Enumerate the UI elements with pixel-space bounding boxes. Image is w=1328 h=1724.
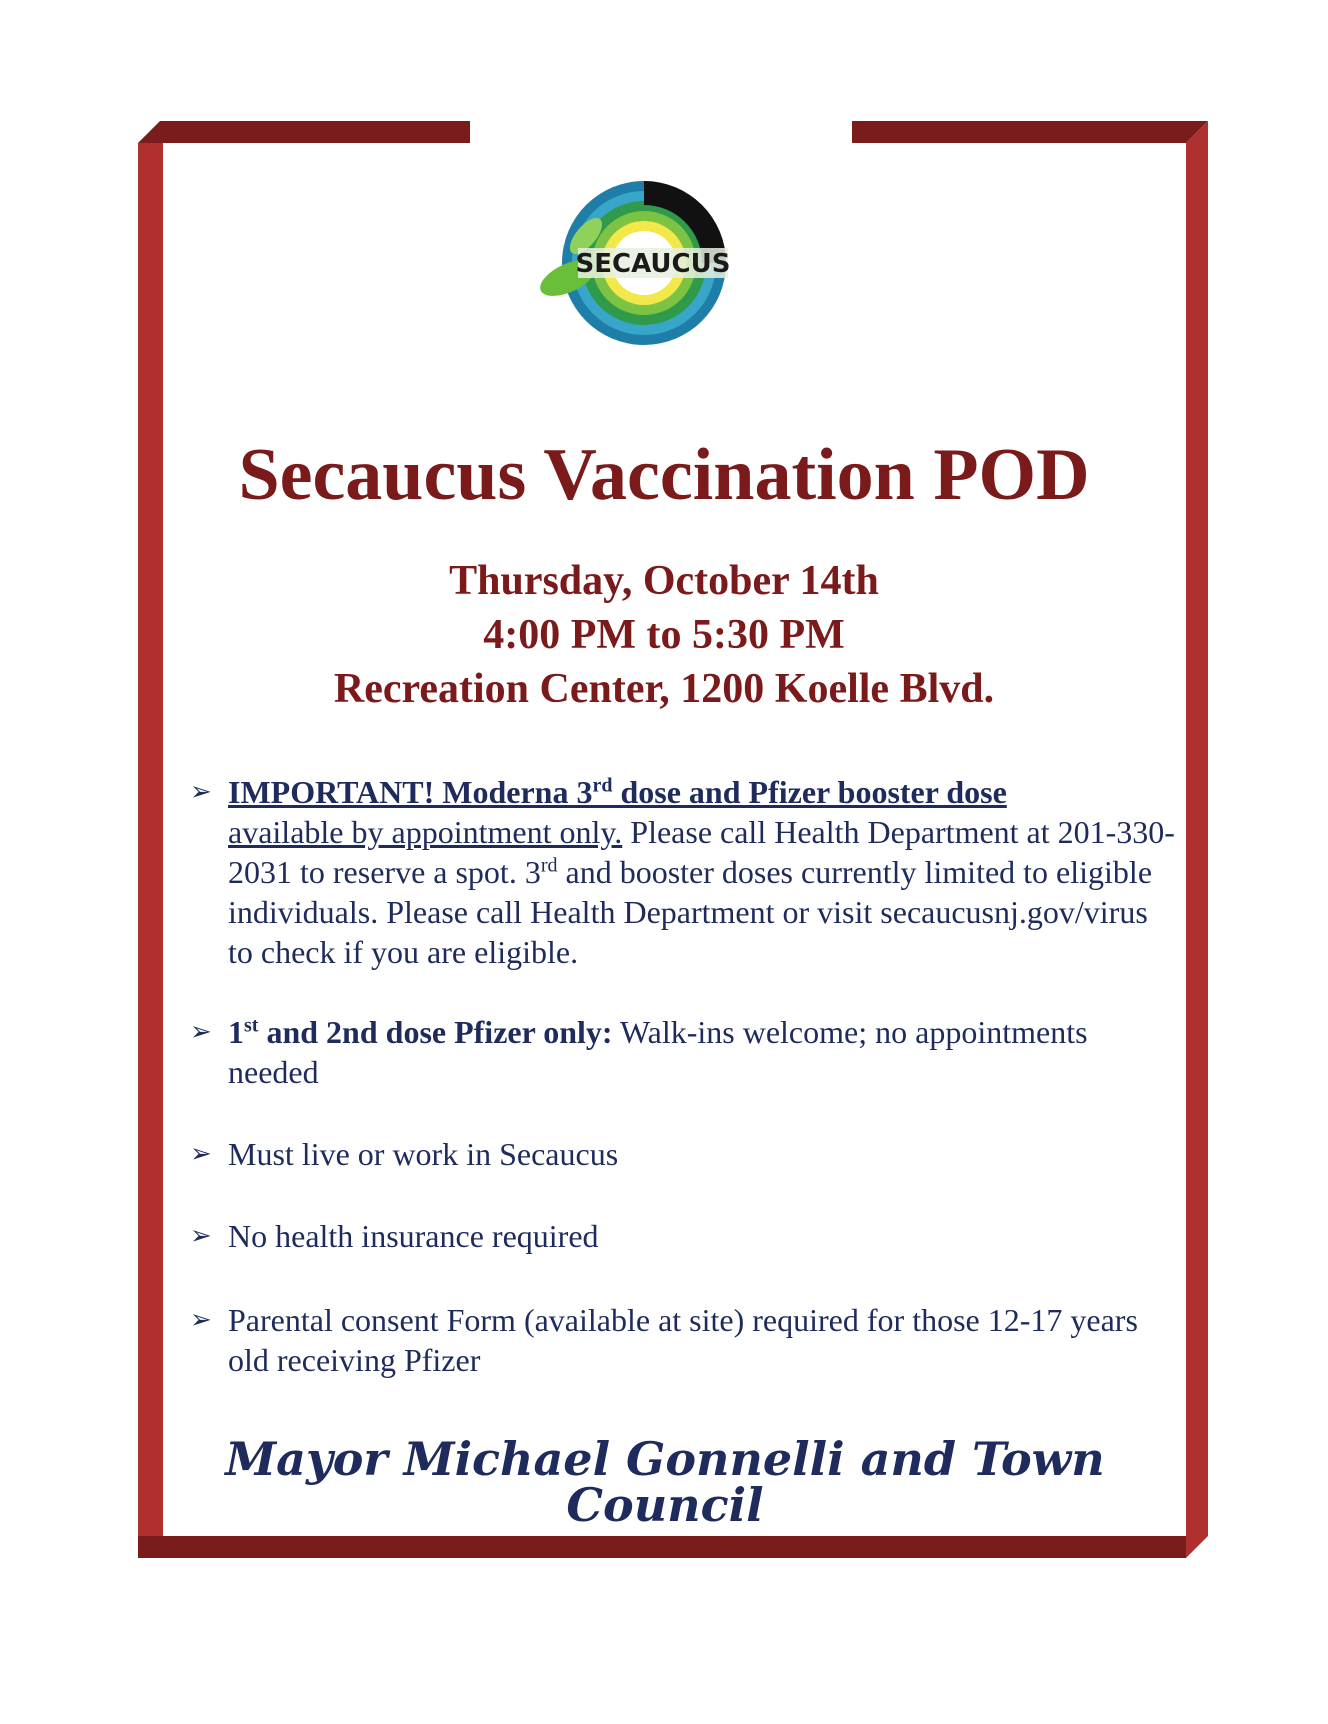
arrow-bullet-icon: ➢ (190, 1139, 212, 1169)
dose-heading: 1st and 2nd dose Pfizer only: (228, 1014, 613, 1050)
list-item-walk-ins: ➢ 1st and 2nd dose Pfizer only: Walk-ins welcome; no appointments needed (190, 1014, 1088, 1090)
frame-right-bar (1186, 121, 1208, 1558)
list-item-residency: ➢ Must live or work in Secaucus (190, 1136, 619, 1172)
list-item-appointment: ➢ IMPORTANT! Moderna 3rd dose and Pfizer booster dose available by appointment only. Please call Health Department at 201-330-2031 to reserve a spot. 3rd and booster doses currently limited to eligible individuals. Please call Health Department or visit secaucusnj.gov/virus to check if you are eligible. (190, 774, 1175, 970)
important-heading: IMPORTANT! Moderna 3rd dose and Pfizer booster dose (228, 774, 1007, 810)
event-date: Thursday, October 14th (449, 558, 879, 604)
appointment-only-note: available by appointment only. (228, 814, 623, 850)
frame-left-bar (138, 143, 163, 1558)
page-title: Secaucus Vaccination POD (238, 434, 1090, 516)
frame-top-bar-left (138, 121, 470, 143)
footer-signature: Mayor Michael Gonnelli and Town Council (225, 1432, 1105, 1532)
event-time: 4:00 PM to 5:30 PM (483, 612, 845, 658)
logo-text: SECAUCUS (575, 249, 731, 279)
list-item-parental-consent: ➢ Parental consent Form (available at site) required for those 12-17 years old receiving Pfizer (190, 1302, 1138, 1378)
event-location: Recreation Center, 1200 Koelle Blvd. (333, 666, 995, 712)
frame-bottom-edge (138, 1536, 1186, 1558)
arrow-bullet-icon: ➢ (190, 777, 212, 807)
arrow-bullet-icon: ➢ (190, 1017, 212, 1047)
arrow-bullet-icon: ➢ (190, 1221, 212, 1251)
info-list (190, 772, 1180, 1380)
list-item-insurance: ➢ No health insurance required (190, 1218, 599, 1254)
secaucus-logo (532, 178, 748, 348)
frame-top-bar-right (852, 121, 1208, 143)
arrow-bullet-icon: ➢ (190, 1305, 212, 1335)
